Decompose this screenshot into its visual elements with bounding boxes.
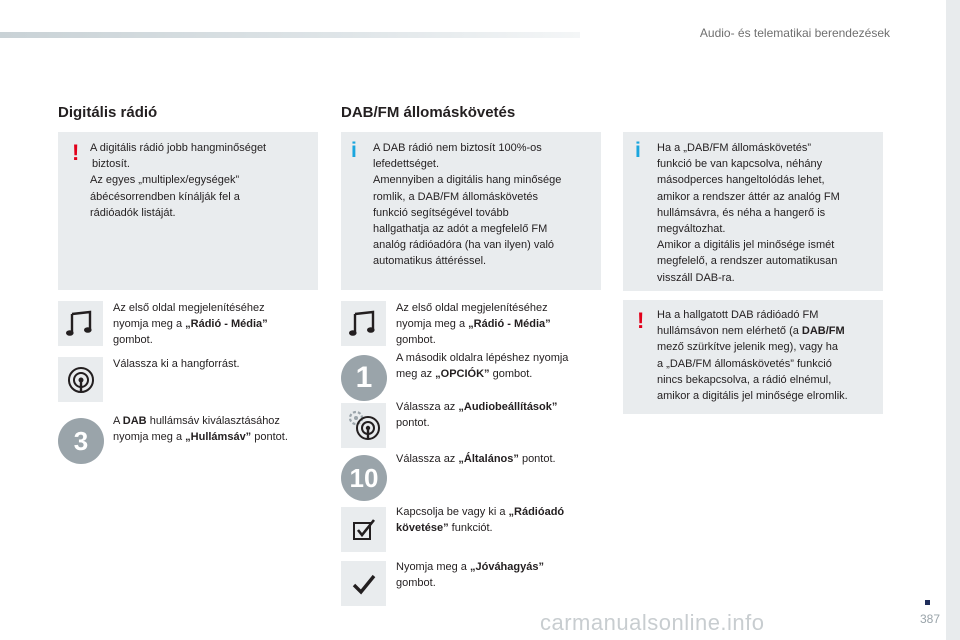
checkmark-icon xyxy=(351,571,377,597)
mid-step-1: Az első oldal megjelenítéséhez nyomja meg a „Rádió - Média” gombot. xyxy=(396,302,551,346)
checkbox-icon xyxy=(351,517,377,543)
warning-box-dab-fm xyxy=(623,300,883,414)
warning-icon: ! xyxy=(637,308,645,333)
music-note-icon xyxy=(66,310,96,338)
confirm-icon-box xyxy=(341,561,386,606)
watermark: carmanualsonline.info xyxy=(540,610,765,635)
heading-digital-radio: Digitális rádió xyxy=(58,104,158,121)
section-title: Audio- és telematikai berendezések xyxy=(699,26,890,40)
mid-step-3: Válassza az „Audiobeállítások” pontot. xyxy=(396,401,558,429)
warning-icon: ! xyxy=(72,140,80,165)
side-strip xyxy=(946,0,960,640)
step-number-1: 1 xyxy=(341,355,387,401)
info-box-dab xyxy=(341,132,601,290)
mid-step-5: Kapcsolja be vagy ki a „Rádióadó követése” funkciót. xyxy=(396,506,565,534)
left-step-2: Válassza ki a hangforrást. xyxy=(113,358,240,370)
music-note-icon-box-2 xyxy=(341,301,386,346)
audio-settings-icon xyxy=(346,409,382,443)
step-number-10: 10 xyxy=(341,455,387,501)
audio-settings-icon-box xyxy=(341,403,386,448)
info-icon: i xyxy=(635,139,641,162)
warning-text-dab-fm: Ha a hallgatott DAB rádióadó FM hullámsávon nem elérhető (a DAB/FM mező szürkítve jelenik meg), vagy ha a „DAB/FM állomáskövetés” funkció nincs bekapcsolva, a rádió elnémul, amikor a digitális jel minősége elromlik. xyxy=(657,309,848,403)
left-step-1: Az első oldal megjelenítéséhez nyomja meg a „Rádió - Média” gombot. xyxy=(113,302,268,346)
page-number: 387 xyxy=(919,612,940,626)
checkbox-icon-box xyxy=(341,507,386,552)
mid-step-6: Nyomja meg a „Jóváhagyás” gombot. xyxy=(396,561,544,589)
left-step-3: A DAB hullámsáv kiválasztásához nyomja meg a „Hullámsáv” pontot. xyxy=(113,415,288,443)
heading-dab-fm: DAB/FM állomáskövetés xyxy=(341,104,516,121)
music-note-icon xyxy=(349,310,379,338)
info-icon: i xyxy=(351,139,357,162)
mid-step-4: Válassza az „Általános” pontot. xyxy=(396,453,556,465)
radio-source-icon-box xyxy=(58,357,103,402)
radio-wave-icon xyxy=(66,365,96,395)
music-note-icon-box xyxy=(58,301,103,346)
header-bar xyxy=(0,32,580,38)
warning-box-digital xyxy=(58,132,318,290)
page-marker xyxy=(925,600,930,605)
step-number-3: 3 xyxy=(58,418,104,464)
info-text-dab: A DAB rádió nem biztosít 100%-os lefedettséget. Amennyiben a digitális hang minősége romlik, a DAB/FM állomáskövetés funkció segítségével tovább hallgathatja az adót a megfelelő FM analóg rádióadóra (ha van ilyen) való automatikus áttéréssel. xyxy=(373,142,562,268)
info-box-dabfm xyxy=(623,132,883,291)
mid-step-2: A második oldalra lépéshez nyomja meg az „OPCIÓK” gombot. xyxy=(396,352,569,380)
info-text-dabfm: Ha a „DAB/FM állomáskövetés” funkció be van kapcsolva, néhány másodperces hangeltolódás lehet, amikor a rendszer áttér az analóg FM hullámsávra, és néha a hangerő is megváltozhat. Amikor a digitális jel minősége ismét megfelelő, a rendszer automatikusan visszáll DAB-ra. xyxy=(657,142,840,284)
warning-text: A digitális rádió jobb hangminőséget biztosít. Az egyes „multiplex/egységek” ábécésorrendben kínálják fel a rádióadók listáját. xyxy=(90,142,267,219)
